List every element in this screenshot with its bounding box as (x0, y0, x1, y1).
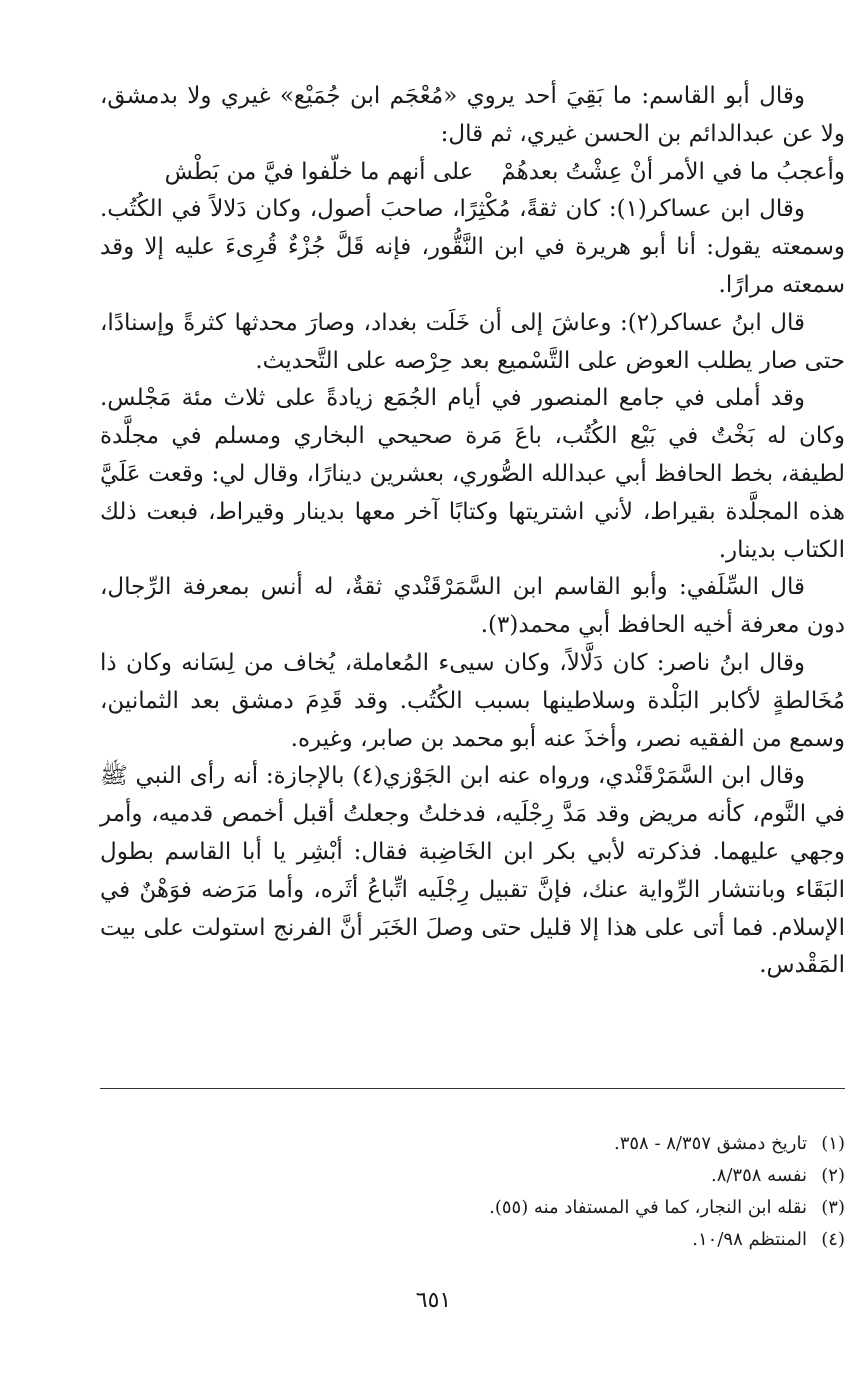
paragraph: قال ابنُ عساكر(٢): وعاشَ إلى أن خَلَت بغداد، وصارَ محدثها كثرةً وإسنادًا، حتى صار يطلب العوض على التَّسْميع بعد حِرْصه على التَّحديث. (100, 309, 845, 374)
footnote-number: (٢) (821, 1165, 845, 1186)
footnote (100, 1128, 845, 1160)
footnote-number: (٣) (821, 1197, 845, 1218)
footnotes (100, 1128, 845, 1256)
footnote-text: المنتظم ١٠/٩٨. (692, 1229, 807, 1250)
verse-first-hemistich: وأعجبُ ما في الأمر أنْ عِشْتُ بعدهُمْ (501, 158, 845, 185)
footnote (100, 1160, 845, 1192)
paragraph: قال السِّلَفي: وأبو القاسم ابن السَّمَرْقَنْدي ثقةٌ، له أنس بمعرفة الرِّجال، دون معرفة أخيه الحافظ أبي محمد(٣). (100, 574, 845, 639)
verse-second-hemistich: على أنهم ما خلَّفوا فيَّ من بَطْش (164, 158, 474, 185)
footnote-number: (١) (821, 1133, 845, 1154)
footnote-number: (٤) (821, 1229, 845, 1250)
footnote (100, 1224, 845, 1256)
main-text (100, 78, 845, 985)
footnote (100, 1192, 845, 1224)
paragraph: وقد أملى في جامع المنصور في أيام الجُمَع زيادةً على ثلاث مئة مَجْلس. وكان له بَخْتٌ في بَيْع الكُتُب، باعَ مَرة صحيحي البخاري ومسلم في مجلَّدة لطيفة، بخط الحافظ أبي عبدالله الصُّوري، بعشرين دينارًا، وقال لي: وقعت عَلَيَّ هذه المجلَّدة بقيراط، لأني اشتريتها وكتابًا آخر معها بدينار وقيراط، فبعت ذلك الكتاب بدينار. (100, 385, 845, 563)
page-number: ٦٥١ (415, 1288, 452, 1313)
footnote-text: نفسه ٨/٣٥٨. (710, 1165, 807, 1186)
paragraph: وقال ابن السَّمَرْقَنْدي، ورواه عنه ابن الجَوْزي(٤) بالإجازة: أنه رأى النبي ﷺ في النَّوم، كأنه مريض وقد مَدَّ رِجْلَيه، فدخلتُ وجعلتُ أقبل أخمص قدميه، وأمر وجهي عليهما. فذكرته لأبي بكر ابن الخَاضِبة فقال: أبْشِر يا أبا القاسم بطول البَقَاء وبانتشار الرِّواية عنك، فإنَّ تقبيل رِجْلَيه اتِّباعُ أثَره، وأما مَرَضه فوَهْنٌ في الإسلام. فما أتى على هذا إلا قليل حتى وصلَ الخَبَر أنَّ الفرنج استولت على بيت المَقْدس. (100, 763, 845, 979)
footnote-text: تاريخ دمشق ٨/٣٥٧ - ٣٥٨. (613, 1133, 807, 1154)
paragraph: وقال ابن عساكر(١): كان ثقةً، مُكْثِرًا، صاحبَ أصول، وكان دَلالاً في الكُتُب. وسمعته يقول: أنا أبو هريرة في ابن النَّقُّور، فإنه قَلَّ جُزْءٌ قُرِىءَ عليه إلا وقد سمعته مرارًا. (100, 196, 845, 298)
footnotes-divider (100, 1088, 845, 1089)
paragraph: وقال ابنُ ناصر: كان دَلَّالاً، وكان سيىء المُعاملة، يُخاف من لِسَانه وكان ذا مُخَالطةٍ لأكابر البَلْدة وسلاطينها بسبب الكُتُب. وقد قَدِمَ دمشق بعد الثمانين، وسمع من الفقيه نصر، وأخذَ عنه أبو محمد بن صابر، وغيره. (100, 649, 845, 752)
footnote-text: نقله ابن النجار، كما في المستفاد منه (٥٥). (489, 1197, 807, 1218)
paragraph: وقال أبو القاسم: ما بَقِيَ أحد يروي «مُعْجَم ابن جُمَيْع» غيري ولا بدمشق، ولا عن عبدالدائم بن الحسن غيري، ثم قال: (100, 83, 845, 147)
verse-line (100, 154, 845, 192)
